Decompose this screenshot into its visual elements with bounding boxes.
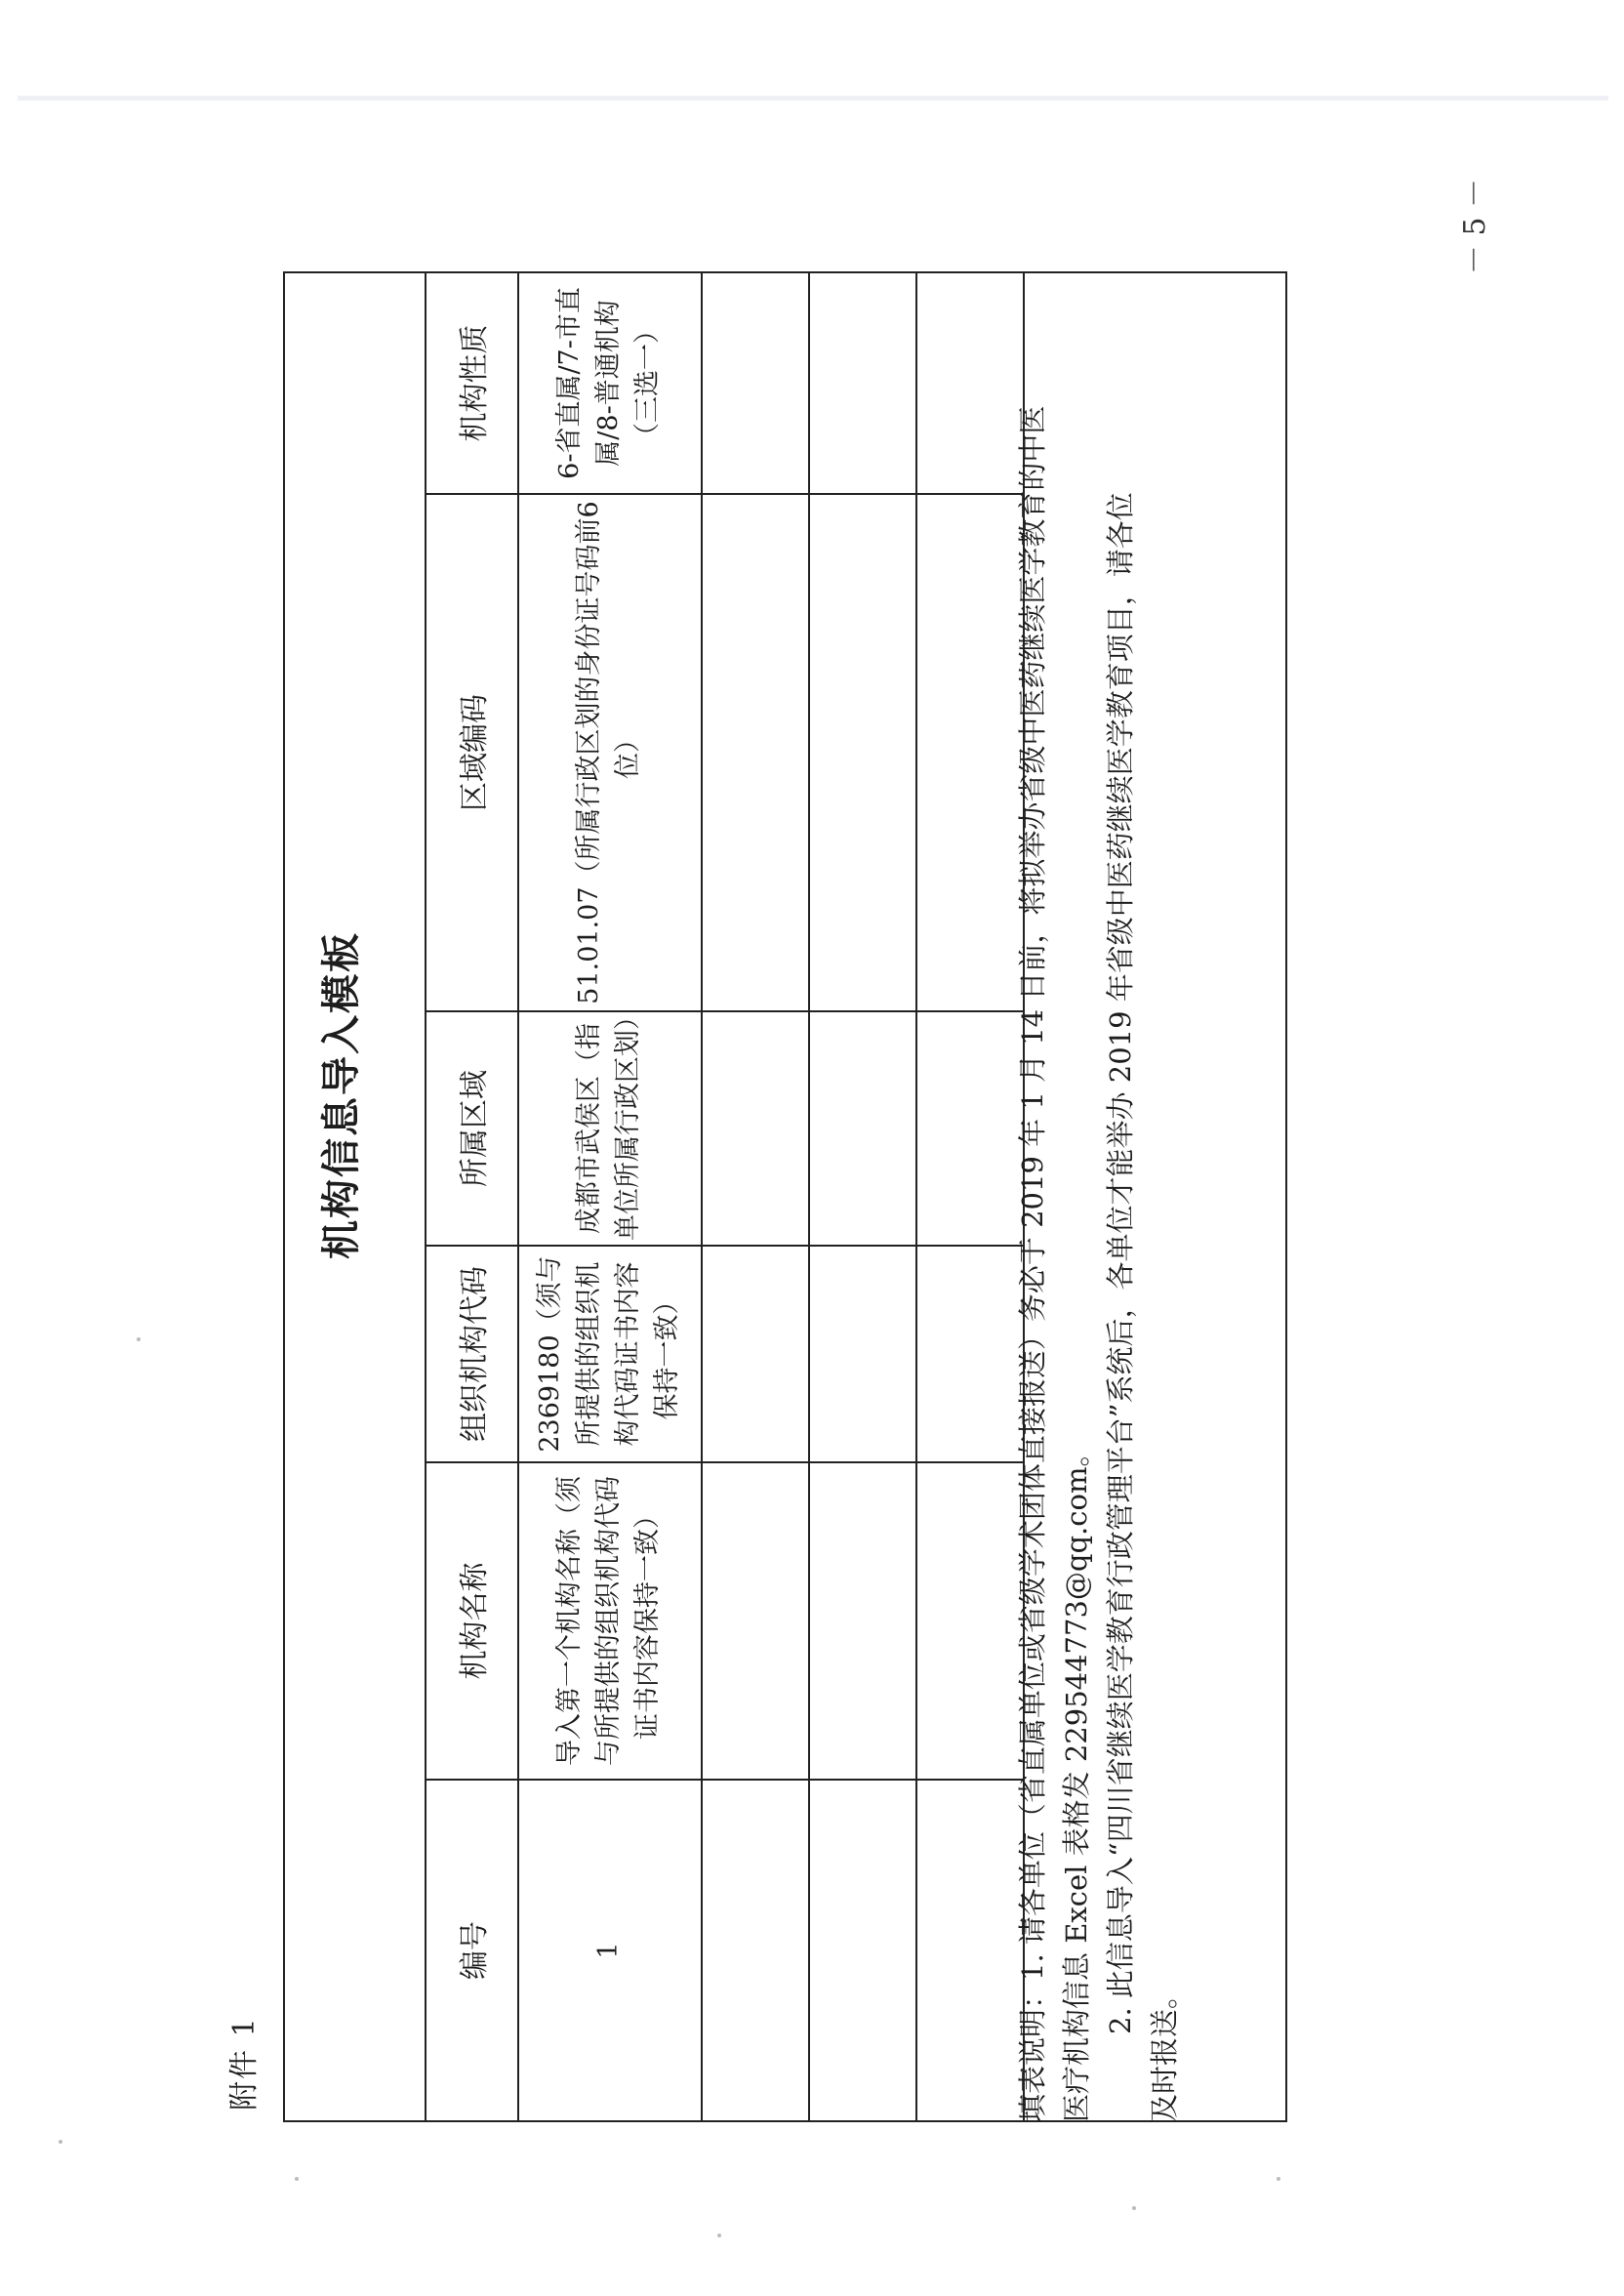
cell-org-code — [703, 1245, 808, 1461]
note-line-3: 2. 此信息导入“四川省继续医学教育行政管理平台”系统后，各单位才能举办 2019 年省级中医药继续医学教育项目，请各位 — [1104, 492, 1137, 2034]
header-region: 所属区域 — [425, 1010, 517, 1245]
cell-id — [703, 1779, 808, 2120]
note-line-2: 医疗机构信息 Excel 表格发 229544773@qq.com。 — [1060, 1438, 1093, 2122]
scan-speck — [1277, 2177, 1280, 2181]
cell-nature — [810, 273, 915, 493]
scan-speck — [59, 2140, 62, 2144]
cell-org-code — [917, 1245, 1023, 1461]
rotated-page-content — [0, 207, 1624, 2296]
document-title: 机构信息导入模板 — [319, 931, 364, 1259]
cell-region-code — [810, 493, 915, 1010]
cell-id — [917, 1779, 1023, 2120]
cell-org-code — [810, 1245, 915, 1461]
cell-name — [703, 1461, 808, 1779]
cell-region-code — [703, 493, 808, 1010]
cell-region: 成都市武侯区（指单位所属行政区划） — [517, 1010, 701, 1245]
cell-nature — [917, 273, 1023, 493]
header-org-code: 组织机构代码 — [425, 1245, 517, 1461]
cell-name — [917, 1461, 1023, 1779]
cell-id: 1 — [517, 1779, 701, 2120]
scan-edge-line — [18, 96, 1608, 101]
cell-region — [917, 1010, 1023, 1245]
table-header-row — [425, 273, 519, 2120]
page-number: － 5 － — [1458, 178, 1492, 275]
cell-region — [810, 1010, 915, 1245]
table-row — [917, 273, 1025, 2120]
table-row — [810, 273, 917, 2120]
note-line-4: 及时报送。 — [1148, 1980, 1181, 2122]
scan-speck — [1132, 2206, 1136, 2210]
cell-name — [810, 1461, 915, 1779]
cell-name: 导入第一个机构名称（须与所提供的组织机构代码证书内容保持一致） — [517, 1461, 701, 1779]
header-id: 编号 — [425, 1779, 517, 2120]
fill-instructions — [1011, 267, 1187, 2122]
cell-id — [810, 1779, 915, 2120]
scan-speck — [137, 1337, 141, 1341]
header-name: 机构名称 — [425, 1461, 517, 1779]
cell-region-code: 51.01.07（所属行政区划的身份证号码前6位） — [517, 493, 701, 1010]
table-row — [703, 273, 810, 2120]
header-region-code: 区域编码 — [425, 493, 517, 1010]
cell-region — [703, 1010, 808, 1245]
note-line-1: 填表说明：1. 请各单位（省直属单位或省级学术团体直接报送）务必于 2019 年 1 月 14 日前，将拟举办省级中医药继续医学教育的中医 — [1016, 405, 1049, 2122]
header-nature: 机构性质 — [457, 324, 492, 442]
cell-region-code — [917, 493, 1023, 1010]
scan-speck — [717, 2234, 721, 2237]
attachment-label: 附件 1 — [227, 2016, 262, 2111]
cell-nature: 6-省直属/7-市直属/8-普通机构（三选一） — [554, 287, 663, 479]
scan-speck — [295, 2177, 299, 2181]
cell-nature — [703, 273, 808, 493]
cell-org-code: 2369180（须与所提供的组织机构代码证书内容保持一致） — [517, 1245, 701, 1461]
table-row — [517, 273, 703, 2120]
